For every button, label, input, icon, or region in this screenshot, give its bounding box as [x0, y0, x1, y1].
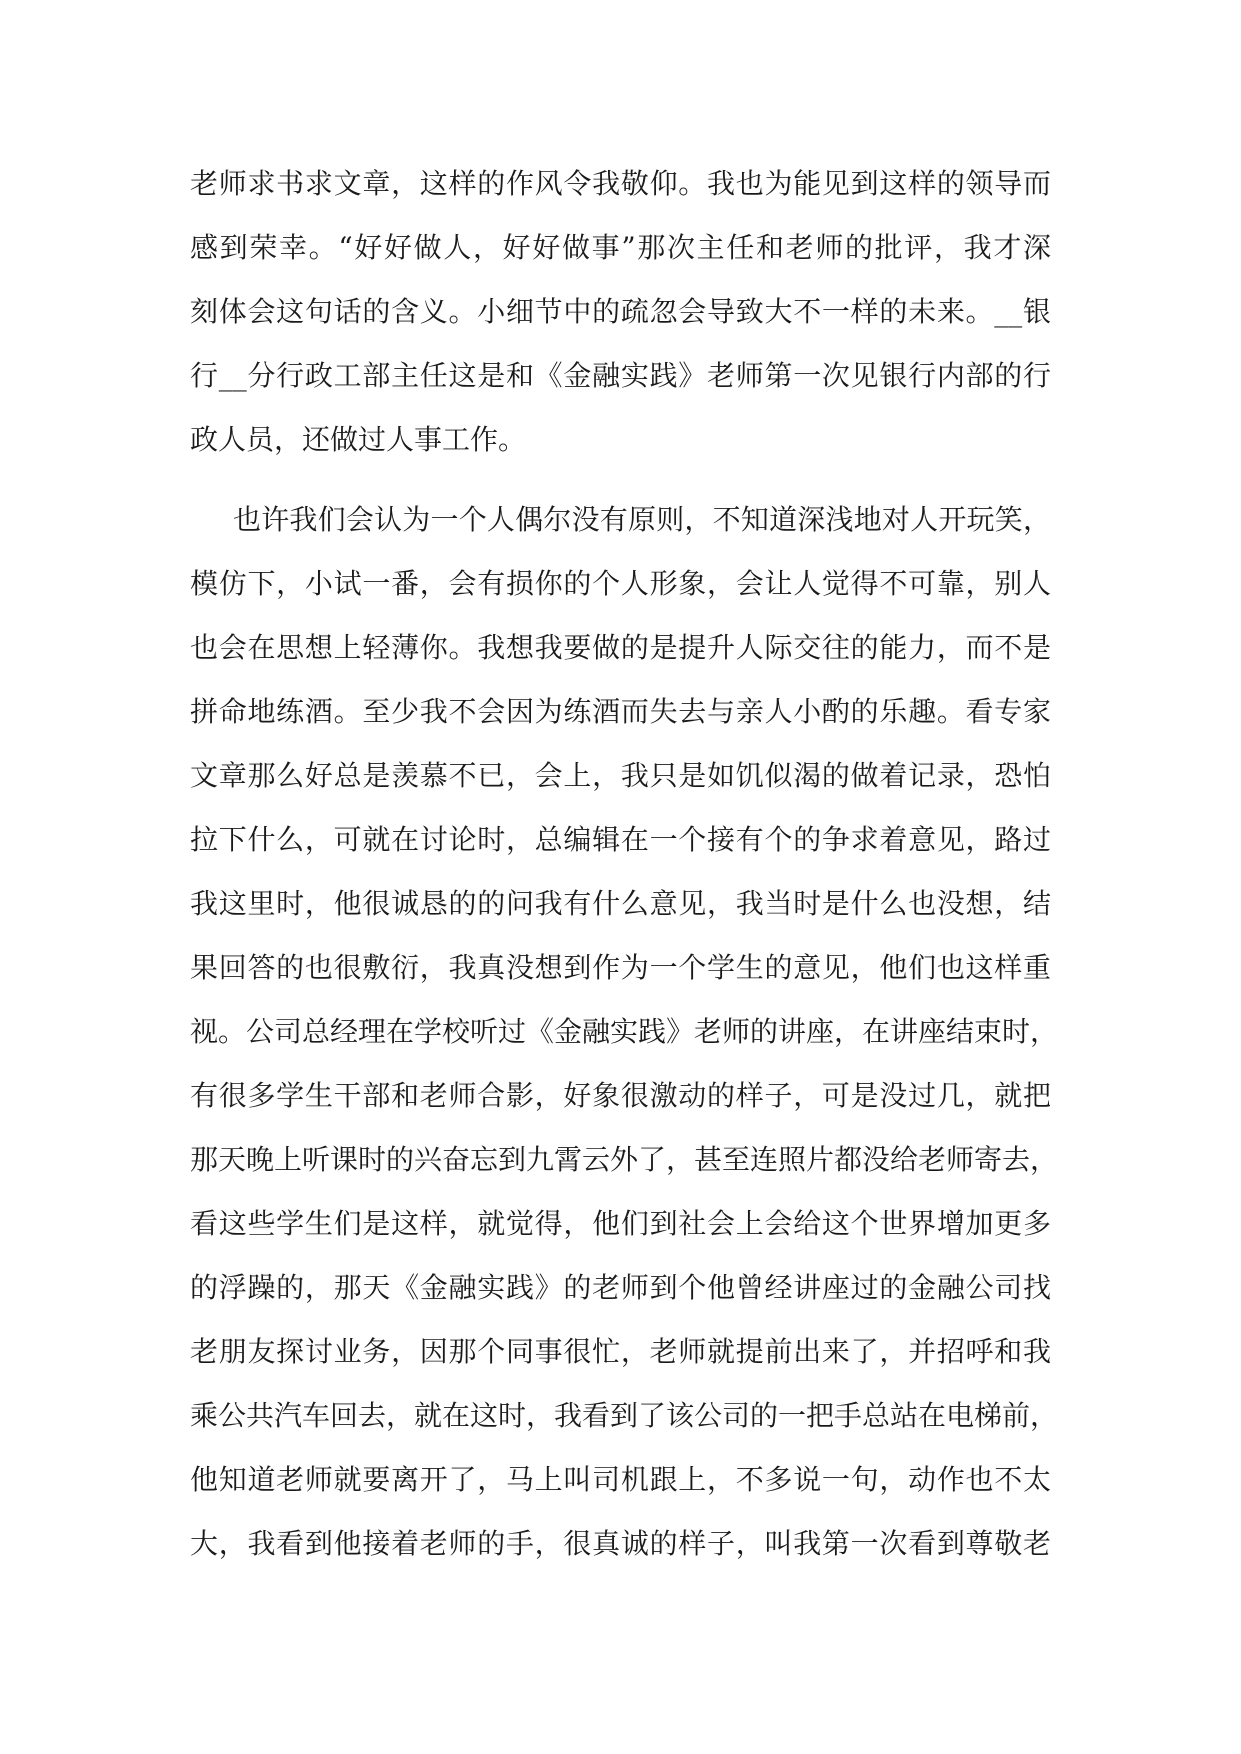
text-line: 果回答的也很敷衍，我真没想到作为一个学生的意见，他们也这样重 — [190, 951, 1051, 984]
text-line: 拉下什么，可就在讨论时，总编辑在一个接有个的争求着意见，路过 — [190, 823, 1051, 856]
text-line: 也许我们会认为一个人偶尔没有原则，不知道深浅地对人开玩笑， — [233, 503, 1051, 536]
text-line: 乘公共汽车回去，就在这时，我看到了该公司的一把手总站在电梯前， — [190, 1399, 1059, 1432]
text-line: 大，我看到他接着老师的手，很真诚的样子，叫我第一次看到尊敬老 — [190, 1527, 1051, 1560]
text-line: 老朋友探讨业务，因那个同事很忙，老师就提前出来了，并招呼和我 — [190, 1335, 1051, 1368]
text-line: 刻体会这句话的含义。小细节中的疏忽会导致大不一样的未来。__银 — [190, 295, 1051, 328]
text-line: 的浮躁的，那天《金融实践》的老师到个他曾经讲座过的金融公司找 — [190, 1271, 1051, 1304]
text-line: 模仿下，小试一番，会有损你的个人形象，会让人觉得不可靠，别人 — [190, 567, 1051, 600]
text-line: 老师求书求文章，这样的作风令我敬仰。我也为能见到这样的领导而 — [190, 167, 1051, 200]
text-line: 也会在思想上轻薄你。我想我要做的是提升人际交往的能力，而不是 — [190, 631, 1051, 664]
text-line: 行__分行政工部主任这是和《金融实践》老师第一次见银行内部的行 — [190, 359, 1051, 392]
paragraph-2 — [190, 488, 1059, 1576]
text-line: 拼命地练酒。至少我不会因为练酒而失去与亲人小酌的乐趣。看专家 — [190, 695, 1051, 728]
text-line: 视。公司总经理在学校听过《金融实践》老师的讲座，在讲座结束时， — [190, 1015, 1059, 1048]
paragraph-1 — [190, 152, 1051, 472]
text-line: 感到荣幸。“好好做人，好好做事”那次主任和老师的批评，我才深 — [190, 231, 1051, 264]
text-line: 他知道老师就要离开了，马上叫司机跟上，不多说一句，动作也不太 — [190, 1463, 1051, 1496]
text-line: 那天晚上听课时的兴奋忘到九霄云外了，甚至连照片都没给老师寄去， — [190, 1143, 1059, 1176]
text-line: 文章那么好总是羡慕不已，会上，我只是如饥似渴的做着记录，恐怕 — [190, 759, 1051, 792]
text-line: 我这里时，他很诚恳的的问我有什么意见，我当时是什么也没想，结 — [190, 887, 1051, 920]
text-line: 有很多学生干部和老师合影，好象很激动的样子，可是没过几，就把 — [190, 1079, 1051, 1112]
text-line: 政人员，还做过人事工作。 — [190, 423, 527, 456]
text-line: 看这些学生们是这样，就觉得，他们到社会上会给这个世界增加更多 — [190, 1207, 1051, 1240]
